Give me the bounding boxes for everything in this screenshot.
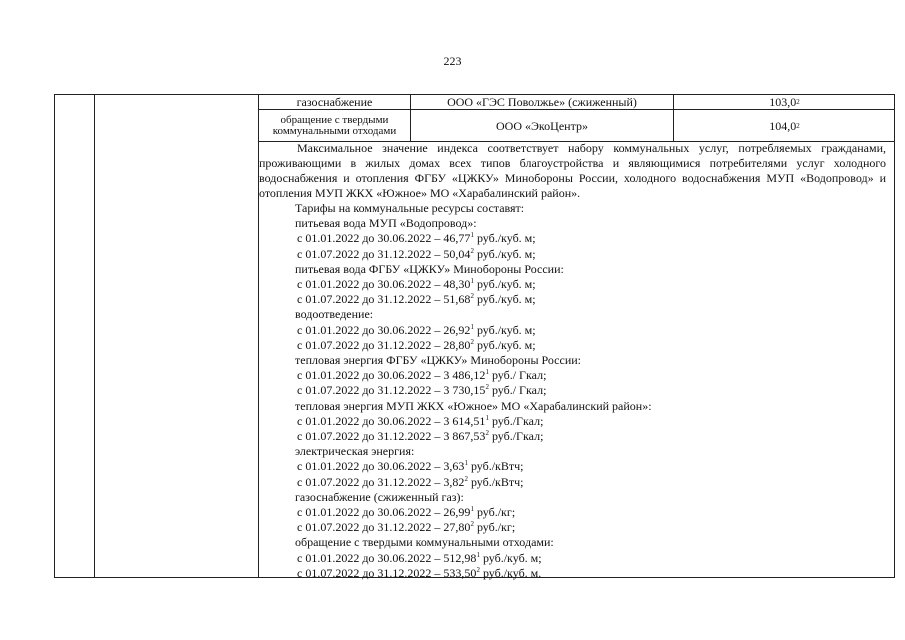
tariff-footnote-mark: 2 (485, 429, 489, 438)
tariff-line (295, 231, 652, 246)
tariff-footnote-mark: 2 (470, 337, 474, 346)
tariff-period-value: с 01.07.2022 до 31.12.2022 – 27,80 (297, 520, 471, 535)
provider-cell: ООО «ЭкоЦентр» (496, 118, 588, 133)
tariff-unit: руб./кг; (473, 520, 516, 535)
tariff-line (295, 323, 652, 338)
tariff-table (54, 94, 895, 578)
column-divider (94, 95, 95, 577)
tariff-line (295, 247, 652, 262)
service-cell: обращение с твердыми коммунальными отходами (272, 113, 397, 137)
tariff-line (295, 551, 652, 566)
tariff-footnote-mark: 2 (470, 246, 474, 255)
index-value-cell: 103,0 2 (769, 95, 800, 109)
tariff-footnote-mark: 1 (470, 322, 474, 331)
tariff-footnote-mark: 1 (485, 368, 489, 377)
tariff-unit: руб./куб. м. (479, 565, 542, 580)
tariff-period-value: с 01.07.2022 до 31.12.2022 – 3,82 (297, 474, 465, 489)
service-cell: газоснабжение (296, 95, 373, 109)
tariff-unit: руб./ Гкал; (488, 368, 547, 383)
tariff-period-value: с 01.01.2022 до 30.06.2022 – 26,99 (297, 505, 471, 520)
tariff-heading: тепловая энергия ФГБУ «ЦЖКУ» Минобороны России: (295, 353, 582, 368)
tariff-unit: руб./куб. м; (473, 246, 536, 261)
tariff-line (295, 505, 652, 520)
tariff-unit: руб./кВтч; (467, 459, 524, 474)
tariff-unit: руб./куб. м; (473, 277, 536, 292)
tariff-period-value: с 01.07.2022 до 31.12.2022 – 3 867,53 (297, 429, 486, 444)
tariff-heading: водоотведение: (295, 307, 374, 322)
tariff-heading: питьевая вода ФГБУ «ЦЖКУ» Минобороны России: (295, 261, 564, 276)
tariff-period-value: с 01.01.2022 до 30.06.2022 – 46,77 (297, 231, 471, 246)
tariff-footnote-mark: 1 (470, 277, 474, 286)
tariff-unit: руб./куб. м; (473, 231, 536, 246)
tariff-footnote-mark: 1 (485, 413, 489, 422)
tariff-unit: руб./Гкал; (488, 413, 544, 428)
tariff-footnote-mark: 1 (476, 550, 480, 559)
tariff-line (295, 338, 652, 353)
tariff-period-value: с 01.07.2022 до 31.12.2022 – 51,68 (297, 292, 471, 307)
tariff-footnote-mark: 2 (464, 474, 468, 483)
tariff-heading: электрическая энергия: (295, 444, 415, 459)
tariff-unit: руб./куб. м; (473, 292, 536, 307)
tariff-footnote-mark: 1 (470, 231, 474, 240)
tariff-period-value: с 01.07.2022 до 31.12.2022 – 533,50 (297, 565, 477, 580)
index-note-text: Максимальное значение индекса соответствует набору коммунальных услуг, потребляемых гражданами, проживающими в жилых домах всех типов благоустройства и являющимися потребителями услуг холодного водоснабжения и отопления ФГБУ «ЦЖКУ» Минобороны России, холодного водоснабжения МУП «Водопровод» и отопления МУП ЖКХ «Южное» МО «Харабалинский район». (259, 141, 886, 200)
tariff-period-value: с 01.01.2022 до 30.06.2022 – 26,92 (297, 322, 471, 337)
tariff-heading: питьевая вода МУП «Водопровод»: (295, 216, 477, 231)
index-value-cell: 104,0 2 (769, 118, 800, 133)
tariff-line (295, 277, 652, 292)
tariff-unit: руб./Гкал; (488, 429, 544, 444)
tariff-heading: газоснабжение (сжиженный газ): (295, 489, 464, 504)
tariff-line (295, 475, 652, 490)
tariff-period-value: с 01.07.2022 до 31.12.2022 – 28,80 (297, 337, 471, 352)
tariff-period-value: с 01.01.2022 до 30.06.2022 – 3 486,12 (297, 368, 486, 383)
tariff-line (295, 383, 652, 398)
tariff-heading: тепловая энергия МУП ЖКХ «Южное» МО «Харабалинский район»: (295, 398, 652, 413)
tariff-line (295, 292, 652, 307)
tariff-period-value: с 01.01.2022 до 30.06.2022 – 48,30 (297, 277, 471, 292)
tariff-line (295, 459, 652, 474)
tariffs-intro: Тарифы на коммунальные ресурсы составят: (295, 201, 525, 215)
page-number: 223 (443, 54, 462, 68)
tariff-footnote-mark: 2 (470, 520, 474, 529)
tariff-unit: руб./куб. м; (473, 322, 536, 337)
tariff-heading: обращение с твердыми коммунальными отходами: (295, 535, 554, 550)
tariff-unit: руб./куб. м; (473, 337, 536, 352)
tariff-period-value: с 01.07.2022 до 31.12.2022 – 3 730,15 (297, 383, 486, 398)
tariff-footnote-mark: 1 (464, 459, 468, 468)
tariff-line (295, 520, 652, 535)
provider-cell: ООО «ГЭС Поволжье» (сжиженный) (447, 95, 637, 109)
tariff-line (295, 429, 652, 444)
tariff-period-value: с 01.01.2022 до 30.06.2022 – 512,98 (297, 550, 477, 565)
tariff-period-value: с 01.01.2022 до 30.06.2022 – 3 614,51 (297, 413, 486, 428)
tariff-footnote-mark: 2 (485, 383, 489, 392)
tariff-line (295, 566, 652, 581)
tariff-unit: руб./куб. м; (479, 550, 542, 565)
tariff-unit: руб./ Гкал; (488, 383, 547, 398)
tariff-line (295, 414, 652, 429)
tariff-unit: руб./кВтч; (467, 474, 524, 489)
tariff-footnote-mark: 2 (470, 292, 474, 301)
tariff-unit: руб./кг; (473, 505, 516, 520)
tariff-footnote-mark: 1 (470, 505, 474, 514)
tariff-line (295, 368, 652, 383)
tariffs-list (295, 201, 652, 581)
tariff-footnote-mark: 2 (476, 565, 480, 574)
tariff-period-value: с 01.01.2022 до 30.06.2022 – 3,63 (297, 459, 465, 474)
tariff-period-value: с 01.07.2022 до 31.12.2022 – 50,04 (297, 246, 471, 261)
index-note (259, 141, 886, 201)
